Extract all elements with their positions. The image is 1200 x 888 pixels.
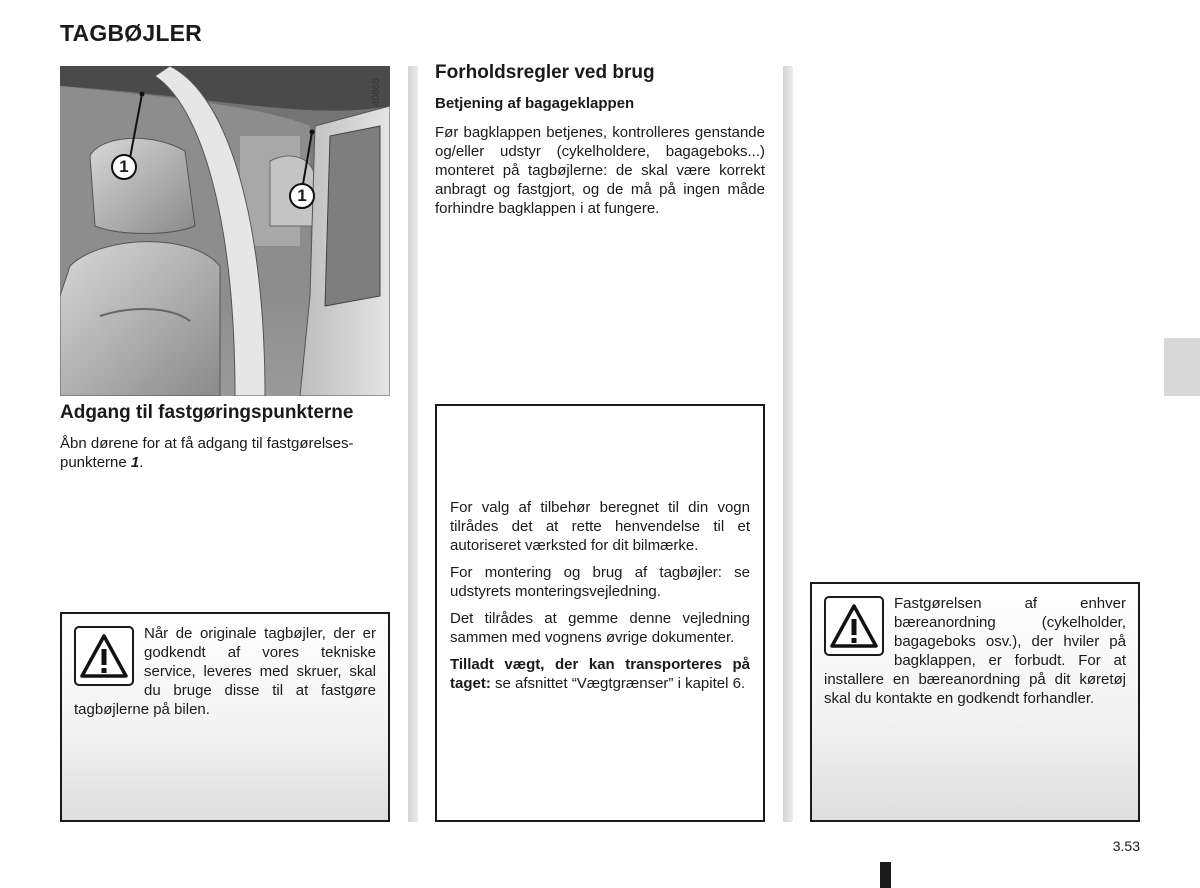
page-title: TAGBØJLER <box>60 20 202 46</box>
info-paragraph-4 <box>450 655 750 693</box>
left-paragraph-ref: 1 <box>130 454 140 471</box>
left-paragraph-line-2 <box>60 453 395 472</box>
warning-triangle-icon <box>74 626 134 686</box>
middle-info-box-text <box>450 498 750 693</box>
warning-triangle-icon <box>824 596 884 656</box>
page-marker-bar <box>880 862 891 888</box>
right-warning-box <box>810 582 1140 822</box>
info-paragraph-3: Det tilrådes at gemme denne vejledning sammen med vognens øvrige dokumenter. <box>450 610 750 646</box>
car-interior-illustration <box>60 66 390 396</box>
callout-marker-2: 1 <box>289 183 315 209</box>
car-interior-photo <box>60 66 390 396</box>
middle-subheading: Betjening af bagageklappen <box>435 95 635 112</box>
left-paragraph-end: . <box>139 454 144 471</box>
left-paragraph <box>60 434 395 472</box>
info-paragraph-2: For montering og brug af tagbøjler: se udstyrets monteringsvejledning. <box>450 564 750 600</box>
warning-triangle-svg <box>79 633 129 679</box>
left-paragraph-line-1: Åbn dørene for at få adgang til fastgørelses- <box>60 435 354 452</box>
middle-info-box <box>435 404 765 822</box>
info-paragraph-1: For valg af tilbehør beregnet til din vogn tilrådes det at rette henvendelse til et autoriseret værksted for dit bilmærke. <box>450 499 750 554</box>
left-heading: Adgang til fastgøringspunkterne <box>60 402 354 423</box>
warning-triangle-svg <box>829 603 879 649</box>
left-warning-text: Når de originale tagbøjler, der er godkendt af vores tekniske service, leveres med skruer, skal du bruge disse til at fastgøre tagbøjlerne på bilen. <box>74 625 376 718</box>
left-paragraph-line-2-text: punkterne <box>60 454 131 471</box>
callout-marker-1: 1 <box>111 154 137 180</box>
middle-paragraph: Før bagklappen betjenes, kontrolleres genstande og/eller udstyr (cykelholdere, bagageboks...) monteret på tagbøjlerne: de skal være korrekt anbragt og fastgjort, og de må på ingen måde forhindre bagklappen i at fungere. <box>435 124 765 217</box>
middle-heading: Forholdsregler ved brug <box>435 62 655 83</box>
column-divider-left <box>408 66 418 822</box>
chapter-side-tab <box>1164 338 1200 396</box>
info-paragraph-4-bold: Tilladt vægt, der kan transporteres på taget: <box>450 656 750 692</box>
column-divider-right <box>783 66 793 822</box>
right-warning-text: Fastgørelsen af enhver bæreanordning (cykelholder, bagageboks osv.), der hviler på bagklappen, er forbudt. For at installere en bæreanordning på dit køretøj skal du kontakte en godkendt forhandler. <box>824 595 1126 707</box>
info-paragraph-4-rest: se afsnittet “Vægtgrænser” i kapitel 6. <box>490 675 746 692</box>
photo-code: 40865 <box>371 78 382 106</box>
page-number: 3.53 <box>1112 838 1140 854</box>
left-warning-box <box>60 612 390 822</box>
